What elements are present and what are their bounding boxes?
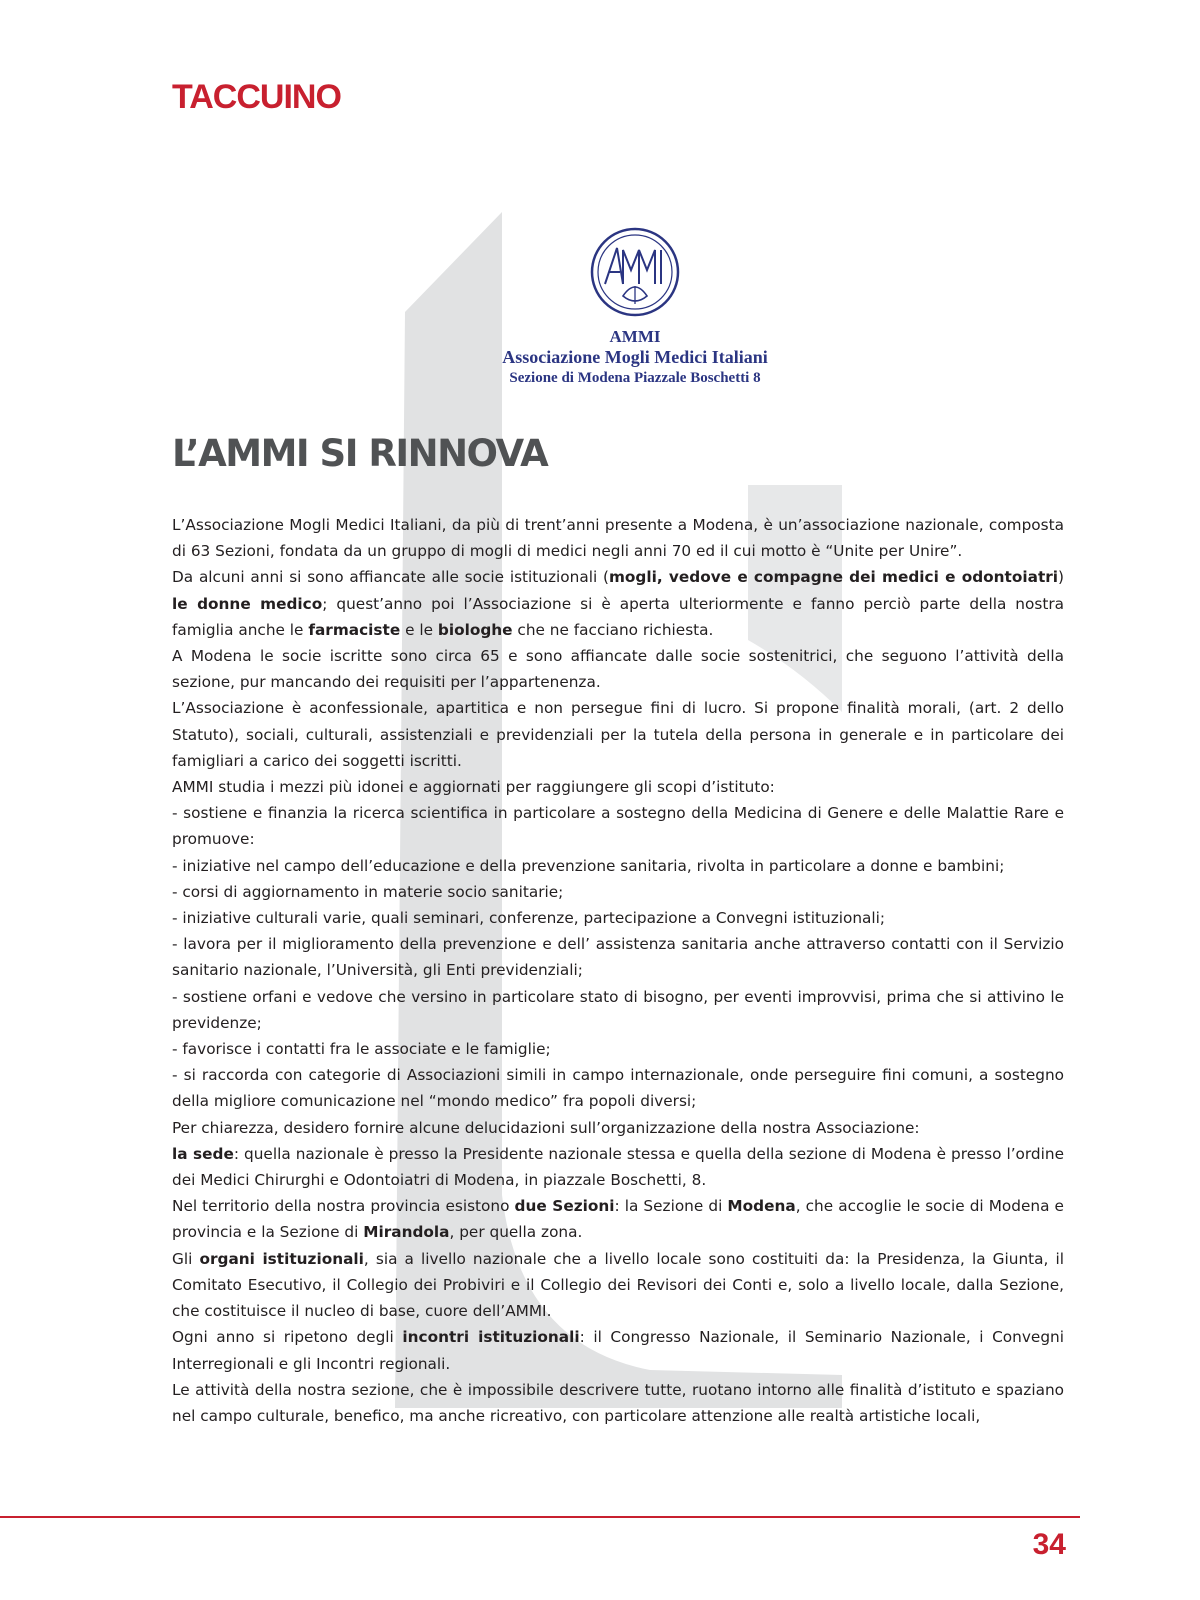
paragraph: L’Associazione è aconfessionale, apartitica e non persegue fini di lucro. Si propone finalità morali, (art. 2 dello Statuto), sociali, culturali, assistenziali e previdenziali per la tutela della persona in generale e in particolare dei famigliari a carico dei soggetti iscritti. bbox=[172, 699, 1064, 770]
association-logo bbox=[470, 226, 800, 389]
page-number: 34 bbox=[1032, 1528, 1066, 1561]
paragraph: Per chiarezza, desidero fornire alcune delucidazioni sull’organizzazione della nostra Associazione: bbox=[172, 1118, 920, 1137]
paragraph: Gli organi istituzionali, sia a livello nazionale che a livello locale sono costituiti da: la Presidenza, la Giunta, il Comitato Esecutivo, il Collegio dei Probiviri e il Collegio dei Revisori dei Conti e, solo a livello locale, dalla Sezione, che costituisce il nucleo di base, cuore dell’AMMI. bbox=[172, 1249, 1064, 1321]
list-item: - sostiene e finanzia la ricerca scientifica in particolare a sostegno della Medicina di Genere e delle Malattie Rare e promuove: bbox=[172, 804, 1064, 849]
paragraph: A Modena le socie iscritte sono circa 65 e sono affiancate dalle socie sostenitrici, che seguono l’attività della sezione, pur mancando dei requisiti per l’appartenenza. bbox=[172, 647, 1064, 692]
list-item: - iniziative nel campo dell’educazione e della prevenzione sanitaria, rivolta in particolare a donne e bambini; bbox=[172, 856, 1005, 875]
paragraph: Da alcuni anni si sono affiancate alle socie istituzionali (mogli, vedove e compagne dei medici e odontoiatri) le donne medico; quest’anno poi l’Associazione si è aperta ulteriormente e fanno perciò parte della nostra famiglia anche le farmaciste e le biologhe che ne facciano richiesta. bbox=[172, 568, 1065, 639]
paragraph: Nel territorio della nostra provincia esistono due Sezioni: la Sezione di Modena, che accoglie le socie di Modena e provincia e la Sezione di Mirandola, per quella zona. bbox=[172, 1197, 1064, 1242]
paragraph: AMMI studia i mezzi più idonei e aggiornati per raggiungere gli scopi d’istituto: bbox=[172, 778, 775, 797]
article-title: L’AMMI SI RINNOVA bbox=[172, 432, 548, 475]
list-item: - iniziative culturali varie, quali seminari, conferenze, partecipazione a Convegni istituzionali; bbox=[172, 909, 886, 928]
logo-subtitle: Sezione di Modena Piazzale Boschetti 8 bbox=[509, 370, 761, 386]
section-header: TACCUINO bbox=[172, 78, 341, 116]
paragraph: Ogni anno si ripetono degli incontri istituzionali: il Congresso Nazionale, il Seminario Nazionale, i Convegni Interregionali e gli Incontri regionali. bbox=[172, 1328, 1064, 1373]
article-body bbox=[172, 512, 1064, 1429]
footer-divider bbox=[0, 1516, 1080, 1518]
paragraph: L’Associazione Mogli Medici Italiani, da più di trent’anni presente a Modena, è un’associazione nazionale, composta di 63 Sezioni, fondata da un gruppo di mogli di medici negli anni 70 ed il cui motto è “Unite per Unire”. bbox=[172, 516, 1064, 561]
list-item: - lavora per il miglioramento della prevenzione e dell’ assistenza sanitaria anche attraverso contatti con il Servizio sanitario nazionale, l’Università, gli Enti previdenziali; bbox=[172, 935, 1064, 980]
list-item: - sostiene orfani e vedove che versino in particolare stato di bisogno, per eventi improvvisi, prima che si attivino le previdenze; bbox=[172, 987, 1064, 1032]
list-item: - si raccorda con categorie di Associazioni simili in campo internazionale, onde perseguire fini comuni, a sostegno della migliore comunicazione nel “mondo medico” fra popoli diversi; bbox=[172, 1066, 1064, 1111]
logo-name: Associazione Mogli Medici Italiani bbox=[502, 347, 768, 367]
ammi-emblem-icon bbox=[589, 226, 681, 318]
paragraph: Le attività della nostra sezione, che è impossibile descrivere tutte, ruotano intorno alle finalità d’istituto e spaziano nel campo culturale, benefico, ma anche ricreativo, con particolare attenzione alle realtà artistiche locali, bbox=[172, 1380, 1064, 1425]
list-item: - favorisce i contatti fra le associate e le famiglie; bbox=[172, 1040, 551, 1059]
paragraph: la sede: quella nazionale è presso la Presidente nazionale stessa e quella della sezione di Modena è presso l’ordine dei Medici Chirurghi e Odontoiatri di Modena, in piazzale Boschetti, 8. bbox=[172, 1144, 1064, 1190]
logo-acronym: AMMI bbox=[609, 327, 661, 346]
list-item: - corsi di aggiornamento in materie socio sanitarie; bbox=[172, 882, 564, 901]
